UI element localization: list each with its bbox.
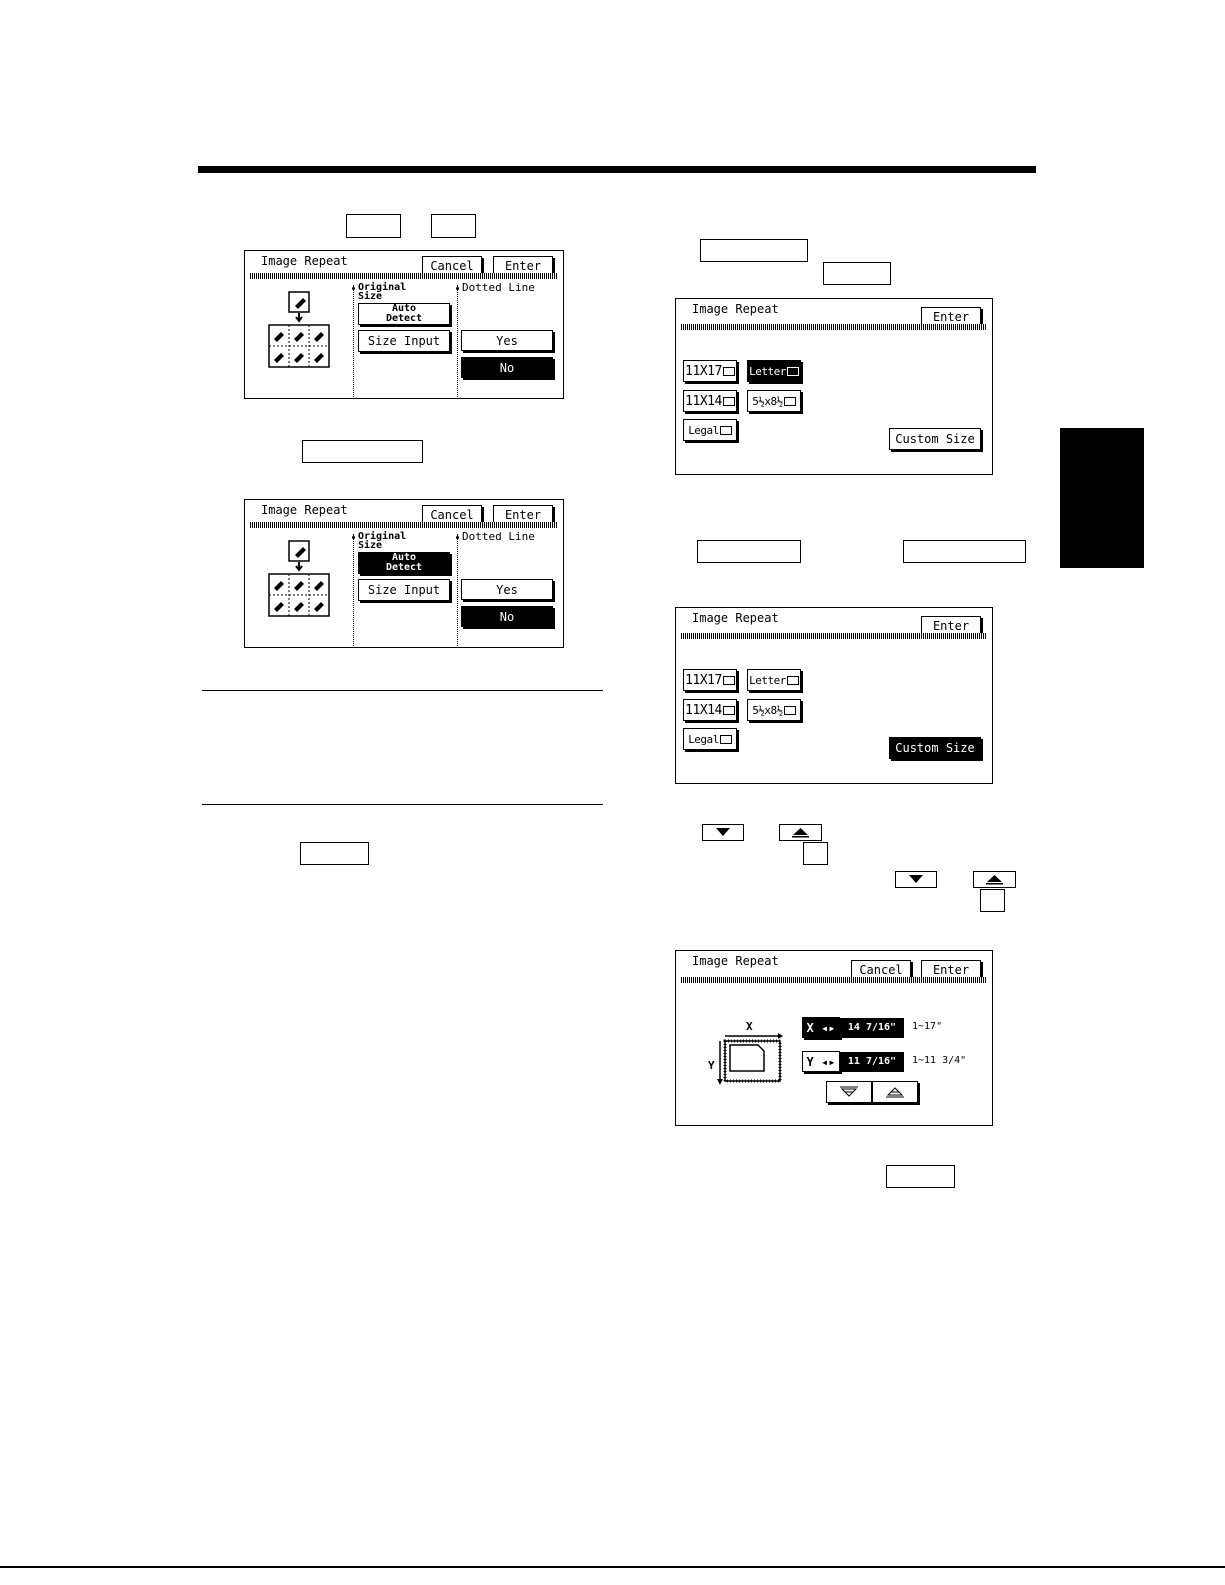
auto-detect-button[interactable]: Auto Detect: [358, 552, 450, 574]
up-arrow-key: [779, 824, 822, 841]
dotted-line-no-button[interactable]: No: [461, 606, 553, 627]
size-label: 5½x8½: [752, 394, 783, 408]
landscape-paper-icon: [787, 676, 799, 685]
paper-size-half-letter-button[interactable]: [747, 390, 801, 412]
x-range-label: 1~17": [912, 1021, 943, 1032]
key-placeholder: [803, 842, 828, 865]
screen-image-repeat-2: [244, 499, 564, 648]
dotted-line-label: Dotted Line: [462, 281, 535, 294]
screen-title: Image Repeat: [692, 954, 779, 968]
auto-detect-button[interactable]: Auto Detect: [358, 303, 450, 325]
key-placeholder: [823, 262, 891, 285]
title-hatch: [681, 633, 987, 639]
column-divider: [457, 285, 458, 397]
size-label: 5½x8½: [752, 703, 783, 717]
chapter-tab: [1060, 428, 1144, 568]
size-label: Letter: [749, 673, 786, 687]
title-hatch: [681, 977, 987, 983]
title-hatch: [250, 522, 558, 528]
size-label: Legal: [688, 732, 719, 746]
size-label: Legal: [688, 423, 719, 437]
paper-size-half-letter-button[interactable]: [747, 699, 801, 721]
key-placeholder: [697, 540, 801, 563]
enter-button[interactable]: Enter: [493, 505, 553, 525]
decrease-button[interactable]: [826, 1081, 872, 1103]
landscape-paper-icon: [723, 397, 735, 406]
key-placeholder: [431, 214, 476, 238]
down-arrow-key: [895, 871, 937, 888]
footer-rule: [0, 1566, 1225, 1568]
key-placeholder: [886, 1165, 955, 1188]
landscape-paper-icon: [784, 397, 796, 406]
column-divider: [457, 534, 458, 646]
landscape-paper-icon: [784, 706, 796, 715]
original-size-label: Original Size: [358, 531, 407, 551]
paper-size-11x14-button[interactable]: [683, 699, 737, 721]
diagram-x-label: X: [746, 1020, 753, 1033]
paper-size-letter-button[interactable]: [747, 669, 801, 691]
key-placeholder: [346, 214, 401, 238]
screen-image-repeat-4: [675, 607, 993, 784]
up-triangle-icon: [880, 1085, 910, 1099]
paper-size-legal-button[interactable]: [683, 419, 737, 441]
dotted-line-no-button[interactable]: No: [461, 357, 553, 378]
up-triangle-icon: [780, 825, 821, 840]
image-repeat-icon: [267, 540, 331, 622]
landscape-paper-icon: [787, 367, 799, 376]
bullet: [456, 287, 459, 290]
bullet: [456, 536, 459, 539]
landscape-paper-icon: [720, 426, 732, 435]
key-placeholder: [980, 889, 1005, 912]
cancel-button[interactable]: Cancel: [422, 505, 482, 525]
diagram-y-label: Y: [708, 1059, 715, 1072]
paper-size-legal-button[interactable]: [683, 728, 737, 750]
screen-title: Image Repeat: [692, 611, 779, 625]
paper-size-11x17-button[interactable]: [683, 669, 737, 691]
landscape-paper-icon: [723, 706, 735, 715]
landscape-paper-icon: [720, 735, 732, 744]
title-hatch: [681, 324, 987, 330]
enter-button[interactable]: Enter: [921, 616, 981, 636]
screen-title: Image Repeat: [261, 503, 348, 517]
title-hatch: [250, 273, 558, 279]
size-input-button[interactable]: Size Input: [358, 330, 450, 352]
down-arrow-key: [702, 824, 744, 841]
note-rule-top: [202, 690, 603, 691]
original-size-label: Original Size: [358, 282, 407, 302]
y-range-label: 1~11 3/4": [912, 1055, 967, 1066]
dotted-line-yes-button[interactable]: Yes: [461, 579, 553, 600]
y-axis-select-button[interactable]: Y ◂▸: [802, 1051, 840, 1072]
size-label: 11X14: [685, 702, 722, 718]
landscape-paper-icon: [723, 367, 735, 376]
increase-button[interactable]: [872, 1081, 918, 1103]
dotted-line-label: Dotted Line: [462, 530, 535, 543]
down-triangle-icon: [703, 825, 743, 840]
y-value-display: 11 7/16": [840, 1052, 904, 1072]
cancel-button[interactable]: Cancel: [422, 256, 482, 276]
paper-size-letter-button[interactable]: [747, 360, 801, 382]
size-label: 11X17: [685, 363, 722, 379]
custom-size-button[interactable]: Custom Size: [889, 428, 981, 450]
down-triangle-icon: [896, 872, 936, 887]
size-label: 11X14: [685, 393, 722, 409]
paper-size-11x14-button[interactable]: [683, 390, 737, 412]
header-rule: [198, 166, 1036, 173]
screen-image-repeat-1: [244, 250, 564, 399]
x-value-display: 14 7/16": [840, 1018, 904, 1038]
column-divider: [353, 285, 354, 397]
size-input-button[interactable]: Size Input: [358, 579, 450, 601]
x-axis-select-button[interactable]: X ◂▸: [802, 1017, 840, 1038]
size-label: Letter: [749, 364, 786, 378]
screen-image-repeat-5: [675, 950, 993, 1126]
dotted-line-yes-button[interactable]: Yes: [461, 330, 553, 351]
column-divider: [353, 534, 354, 646]
custom-size-button[interactable]: Custom Size: [889, 737, 981, 759]
down-triangle-icon: [834, 1085, 864, 1099]
enter-button[interactable]: Enter: [921, 960, 981, 980]
bullet: [352, 536, 355, 539]
note-rule-bottom: [202, 804, 603, 805]
size-label: 11X17: [685, 672, 722, 688]
screen-image-repeat-3: [675, 298, 993, 475]
landscape-paper-icon: [723, 676, 735, 685]
bullet: [352, 287, 355, 290]
paper-size-11x17-button[interactable]: [683, 360, 737, 382]
screen-title: Image Repeat: [692, 302, 779, 316]
enter-button[interactable]: Enter: [921, 307, 981, 327]
key-placeholder: [700, 239, 808, 262]
image-repeat-icon: [267, 291, 331, 373]
key-placeholder: [302, 440, 423, 463]
key-placeholder: [300, 842, 369, 865]
enter-button[interactable]: Enter: [493, 256, 553, 276]
up-arrow-key: [973, 871, 1016, 888]
key-placeholder: [903, 540, 1026, 563]
up-triangle-icon: [974, 872, 1015, 887]
cancel-button[interactable]: Cancel: [851, 960, 911, 980]
screen-title: Image Repeat: [261, 254, 348, 268]
